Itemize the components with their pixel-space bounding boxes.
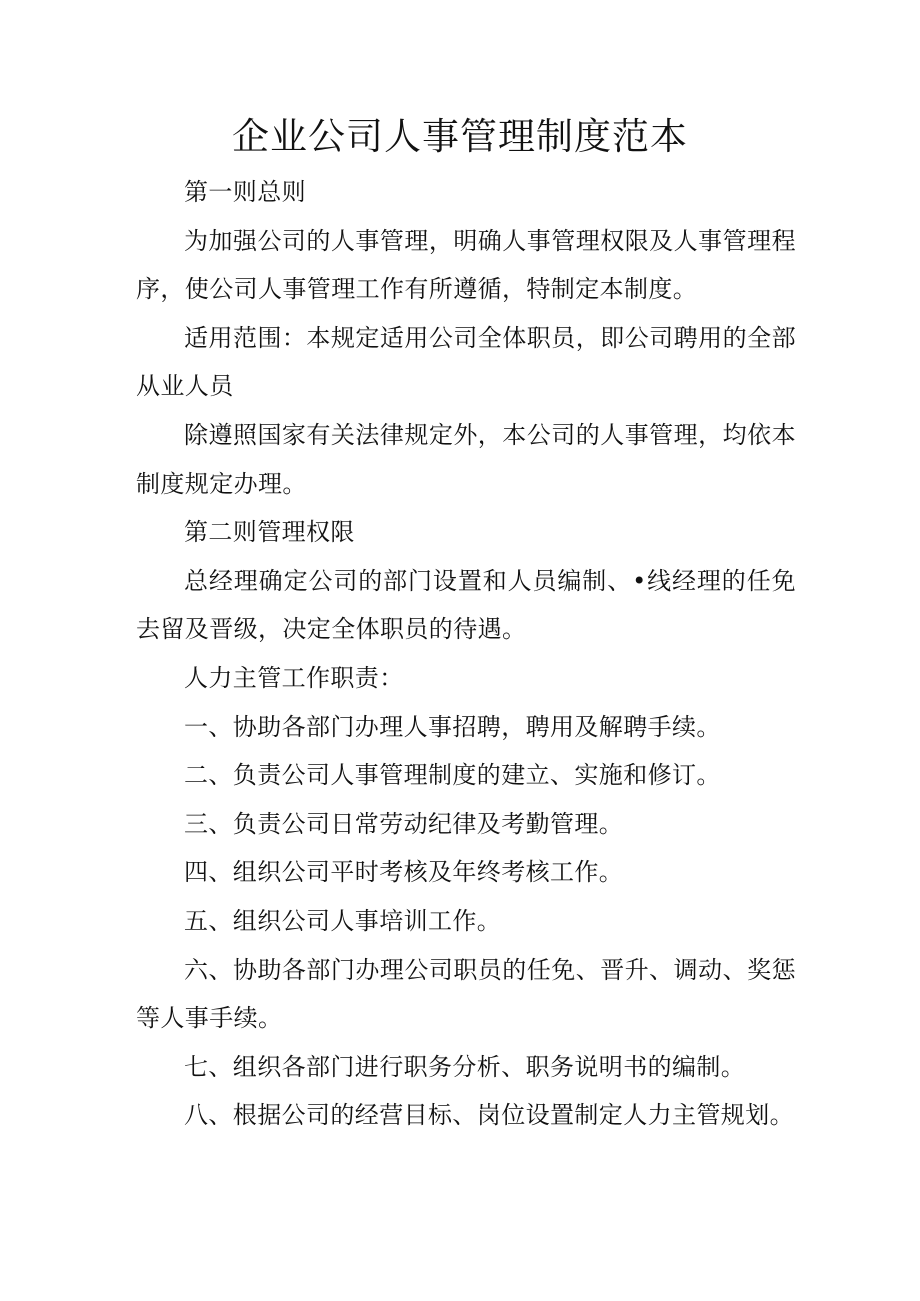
duty-item-6: 六、协助各部门办理公司职员的任免、晋升、调动、奖惩等人事手续。 — [136, 955, 796, 1033]
duty-item-1: 一、协助各部门办理人事招聘，聘用及解聘手续。 — [184, 712, 721, 741]
duty-item-4: 四、组织公司平时考核及年终考核工作。 — [184, 858, 624, 887]
paragraph-purpose: 为加强公司的人事管理，明确人事管理权限及人事管理程序，使公司人事管理工作有所遵循，特制定本制度。 — [136, 226, 796, 304]
section-heading-authority: 第二则管理权限 — [184, 518, 355, 547]
duty-item-2: 二、负责公司人事管理制度的建立、实施和修订。 — [184, 761, 721, 790]
duty-item-7: 七、组织各部门进行职务分析、职务说明书的编制。 — [184, 1052, 746, 1081]
document-body — [136, 168, 796, 1140]
duty-item-3: 三、负责公司日常劳动纪律及考勤管理。 — [184, 809, 624, 838]
paragraph-scope: 适用范围：本规定适用公司全体职员，即公司聘用的全部从业人员 — [136, 323, 796, 401]
duty-item-5: 五、组织公司人事培训工作。 — [184, 906, 502, 935]
paragraph-hr-duties-heading: 人力主管工作职责： — [184, 663, 404, 692]
section-heading-general: 第一则总则 — [184, 178, 306, 206]
paragraph-general-manager: 总经理确定公司的部门设置和人员编制、•线经理的任免去留及晋级，决定全体职员的待遇。 — [136, 566, 796, 644]
paragraph-compliance: 除遵照国家有关法律规定外，本公司的人事管理，均依本制度规定办理。 — [136, 420, 796, 498]
duty-item-8: 八、根据公司的经营目标、岗位设置制定人力主管规划。 — [184, 1101, 794, 1130]
document-title: 企业公司人事管理制度范本 — [232, 115, 688, 158]
